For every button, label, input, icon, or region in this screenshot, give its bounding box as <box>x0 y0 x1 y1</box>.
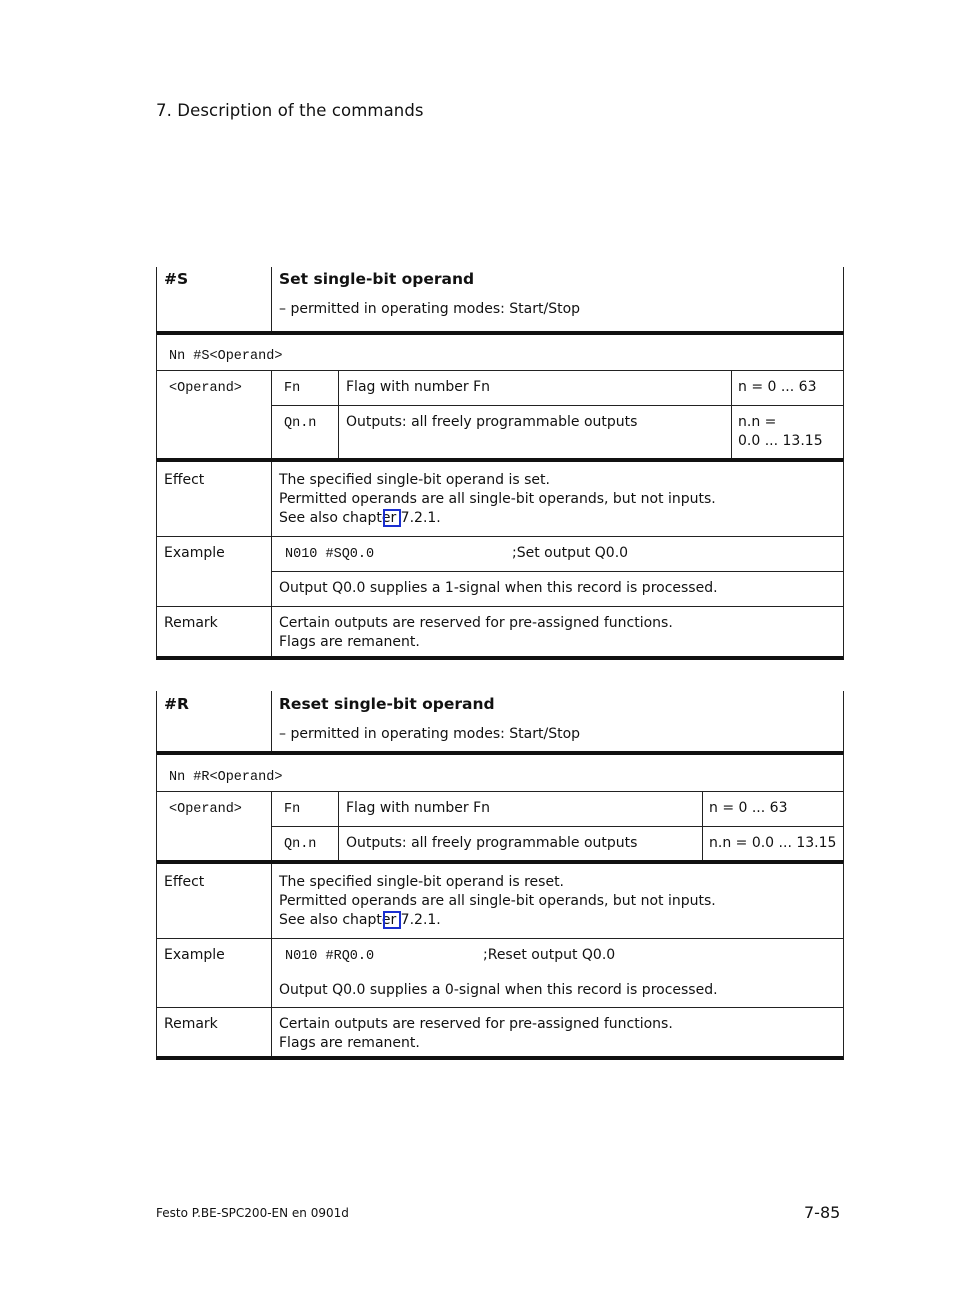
operand-symbol: Fn <box>284 381 301 396</box>
remark-label: Remark <box>164 615 218 631</box>
command-header <box>156 267 844 331</box>
effect-label: Effect <box>164 874 205 890</box>
effect-text: See also chapter 7.2.1. <box>279 912 441 928</box>
operating-modes: – permitted in operating modes: Start/Stop <box>279 726 581 742</box>
chapter-heading: 7. Description of the commands <box>156 101 424 120</box>
effect-text: See also chapter 7.2.1. <box>279 510 441 526</box>
operand-range: n = 0 ... 63 <box>738 379 817 395</box>
remark-row <box>156 1007 844 1060</box>
operand-symbol: Fn <box>284 802 301 817</box>
remark-text: Certain outputs are reserved for pre-assigned functions. <box>279 1016 673 1032</box>
chapter-link[interactable] <box>383 509 401 527</box>
example-note: Output Q0.0 supplies a 0-signal when this record is processed. <box>279 982 718 998</box>
footer-page-number: 7-85 <box>804 1203 841 1222</box>
example-note: Output Q0.0 supplies a 1-signal when this record is processed. <box>279 580 718 596</box>
operand-symbol: Qn.n <box>284 837 317 852</box>
chapter-link[interactable] <box>383 911 401 929</box>
effect-text: The specified single-bit operand is reset. <box>279 874 565 890</box>
effect-text: Permitted operands are all single-bit operands, but not inputs. <box>279 491 716 507</box>
remark-text: Flags are remanent. <box>279 1035 420 1051</box>
footer-document-id: Festo P.BE-SPC200-EN en 0901d <box>156 1206 349 1220</box>
effect-text: Permitted operands are all single-bit operands, but not inputs. <box>279 893 716 909</box>
remark-label: Remark <box>164 1016 218 1032</box>
command-title: Reset single-bit operand <box>279 695 495 713</box>
operand-row <box>156 370 844 458</box>
operand-row <box>156 791 844 860</box>
operand-description: Flag with number Fn <box>346 800 491 816</box>
operand-description: Outputs: all freely programmable outputs <box>346 414 638 430</box>
operating-modes: – permitted in operating modes: Start/Stop <box>279 301 581 317</box>
command-table-set <box>156 267 844 660</box>
example-comment: ;Reset output Q0.0 <box>483 947 616 963</box>
effect-text: The specified single-bit operand is set. <box>279 472 550 488</box>
operand-range: n.n = <box>738 414 777 430</box>
effect-row <box>156 860 844 938</box>
operand-range: n = 0 ... 63 <box>709 800 788 816</box>
operand-description: Outputs: all freely programmable outputs <box>346 835 638 851</box>
remark-row <box>156 606 844 660</box>
remark-text: Flags are remanent. <box>279 634 420 650</box>
command-code: #R <box>164 695 189 713</box>
example-label: Example <box>164 947 225 963</box>
operand-range: n.n = 0.0 ... 13.15 <box>709 835 837 851</box>
command-code: #S <box>164 270 189 288</box>
effect-row <box>156 458 844 536</box>
operand-label: <Operand> <box>169 802 242 817</box>
command-header <box>156 691 844 751</box>
command-title: Set single-bit operand <box>279 270 475 288</box>
syntax-row <box>156 751 844 791</box>
example-row <box>156 536 844 606</box>
remark-text: Certain outputs are reserved for pre-assigned functions. <box>279 615 673 631</box>
operand-symbol: Qn.n <box>284 416 317 431</box>
example-code: N010 #SQ0.0 <box>285 547 375 562</box>
syntax-text: Nn #R<Operand> <box>169 770 283 785</box>
syntax-text: Nn #S<Operand> <box>169 349 283 364</box>
operand-range: 0.0 ... 13.15 <box>738 433 823 449</box>
operand-description: Flag with number Fn <box>346 379 491 395</box>
example-row <box>156 938 844 1007</box>
command-table-reset <box>156 691 844 1060</box>
example-comment: ;Set output Q0.0 <box>512 545 629 561</box>
example-label: Example <box>164 545 225 561</box>
effect-label: Effect <box>164 472 205 488</box>
example-code: N010 #RQ0.0 <box>285 949 375 964</box>
syntax-row <box>156 331 844 370</box>
operand-label: <Operand> <box>169 381 242 396</box>
